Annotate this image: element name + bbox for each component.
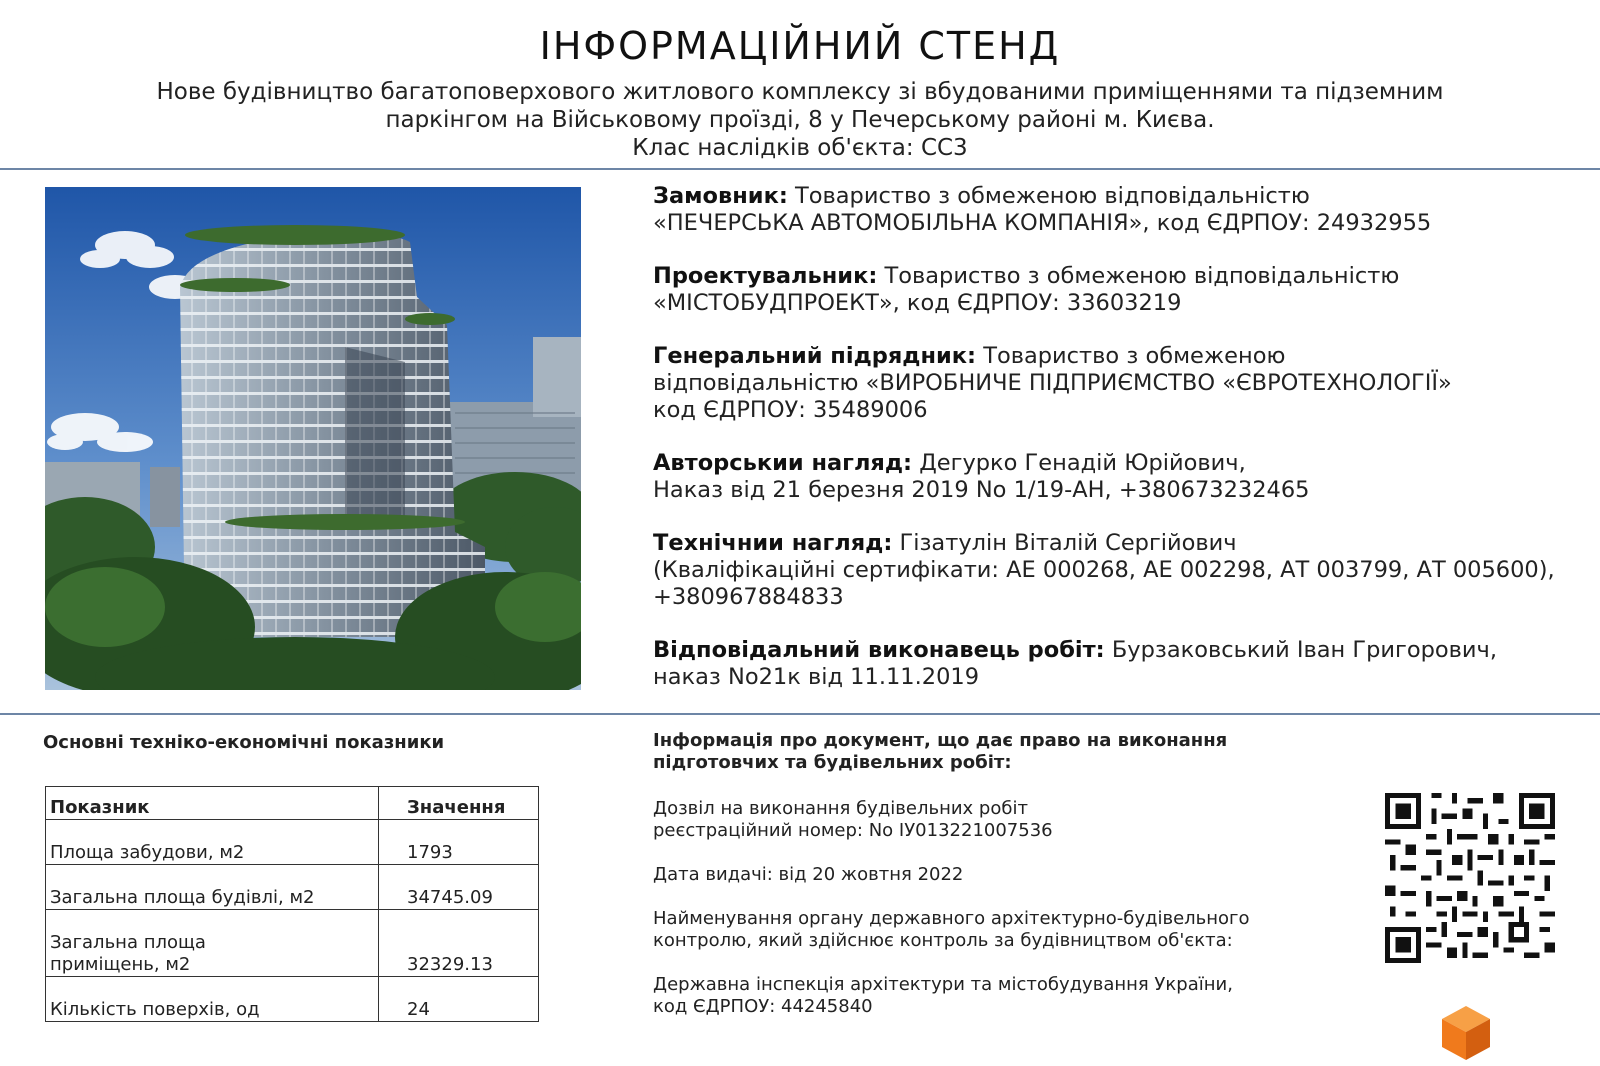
technical-supervision-block xyxy=(653,530,1593,611)
indicators-title: Основні техніко-економічні показники xyxy=(43,732,445,753)
technical-supervision-text: +380967884833 xyxy=(653,584,844,610)
inspection-line: код ЄДРПОУ: 44245840 xyxy=(653,996,873,1017)
general-contractor-text: Товариство з обмеженою xyxy=(983,343,1286,369)
customer-label: Замовник: xyxy=(653,183,788,209)
permit-number xyxy=(653,798,1373,842)
table-row xyxy=(46,977,539,1022)
designer-label: Проектувальник: xyxy=(653,263,878,289)
subtitle-line: паркінгом на Військовому проїзді, 8 у Печерському районі м. Києва. xyxy=(385,107,1215,133)
page-title: ІНФОРМАЦІЙНИЙ СТЕНД xyxy=(539,24,1061,68)
designer-text: «МІСТОБУДПРОЕКТ», код ЄДРПОУ: 33603219 xyxy=(653,290,1182,316)
indicator-name-line: Загальна площа xyxy=(50,932,206,953)
customer-text: Товариство з обмеженою відповідальністю xyxy=(795,183,1310,209)
divider-middle xyxy=(0,713,1600,715)
indicator-name xyxy=(46,910,379,977)
responsible-executor-label: Відповідальний виконавець робіт: xyxy=(653,637,1105,663)
general-contractor-label: Генеральний підрядник: xyxy=(653,343,977,369)
technical-supervision-label: Технічнии нагляд: xyxy=(653,530,893,556)
column-header-indicator: Показник xyxy=(46,787,379,820)
author-supervision-text: Дегурко Генадій Юрійович, xyxy=(919,450,1246,476)
table-row xyxy=(46,820,539,865)
author-supervision-text: Наказ від 21 березня 2019 No 1/19-АН, +380673232465 xyxy=(653,477,1310,503)
responsible-executor-block xyxy=(653,637,1593,691)
indicator-name-line: приміщень, м2 xyxy=(50,954,191,975)
qr-code-icon[interactable] xyxy=(1385,793,1555,963)
permit-line: реєстраційний номер: No ІУ013221007536 xyxy=(653,820,1053,841)
indicator-name: Площа забудови, м2 xyxy=(46,820,379,865)
table-row xyxy=(46,910,539,977)
subtitle-line: Нове будівництво багатоповерхового житлового комплексу зі вбудованими приміщеннями та підземним xyxy=(156,79,1444,105)
designer-block xyxy=(653,263,1593,317)
consequence-class: Клас наслідків об'єкта: СС3 xyxy=(632,135,968,161)
author-supervision-block xyxy=(653,450,1593,504)
table-header-row xyxy=(46,787,539,820)
permit-document-info xyxy=(653,730,1373,1040)
authority-line: Найменування органу державного архітектурно-будівельного xyxy=(653,908,1250,929)
issue-date: Дата видачі: від 20 жовтня 2022 xyxy=(653,864,964,885)
table-row xyxy=(46,865,539,910)
authority-line: контролю, який здійснює контроль за будівництвом об'єкта: xyxy=(653,930,1233,951)
indicator-name: Загальна площа будівлі, м2 xyxy=(46,865,379,910)
author-supervision-label: Авторськии нагляд: xyxy=(653,450,913,476)
indicator-value: 32329.13 xyxy=(379,910,539,977)
technical-supervision-text: (Кваліфікаційні сертифікати: АЕ 000268, АЕ 002298, АТ 003799, АТ 005600), xyxy=(653,557,1555,583)
control-authority-label xyxy=(653,908,1373,952)
cube-logo-icon xyxy=(1440,1004,1492,1062)
general-contractor-text: відповідальністю «ВИРОБНИЧЕ ПІДПРИЄМСТВО «ЄВРОТЕХНОЛОГІЇ» xyxy=(653,370,1452,396)
indicator-value: 24 xyxy=(379,977,539,1022)
divider-top xyxy=(0,168,1600,170)
indicators-table xyxy=(45,786,539,1022)
inspection-authority xyxy=(653,974,1373,1018)
technical-supervision-text: Гізатулін Віталій Сергійович xyxy=(899,530,1237,556)
general-contractor-block xyxy=(653,343,1593,424)
building-rendering-image xyxy=(45,187,581,690)
indicator-value: 1793 xyxy=(379,820,539,865)
permit-line: Дозвіл на виконання будівельних робіт xyxy=(653,798,1028,819)
participants-info xyxy=(653,183,1593,717)
responsible-executor-text: Бурзаковський Іван Григорович, xyxy=(1111,637,1498,663)
customer-block xyxy=(653,183,1593,237)
indicator-value: 34745.09 xyxy=(379,865,539,910)
permit-heading-line: підготовчих та будівельних робіт: xyxy=(653,752,1012,773)
customer-text: «ПЕЧЕРСЬКА АВТОМОБІЛЬНА КОМПАНІЯ», код ЄДРПОУ: 24932955 xyxy=(653,210,1432,236)
column-header-value: Значення xyxy=(379,787,539,820)
responsible-executor-text: наказ No21к від 11.11.2019 xyxy=(653,664,980,690)
permit-heading-line: Інформація про документ, що дає право на виконання xyxy=(653,730,1228,751)
permit-heading xyxy=(653,730,1373,774)
general-contractor-text: код ЄДРПОУ: 35489006 xyxy=(653,397,928,423)
indicator-name: Кількість поверхів, од xyxy=(46,977,379,1022)
inspection-line: Державна інспекція архітектури та містобудування України, xyxy=(653,974,1233,995)
project-description xyxy=(60,78,1540,162)
designer-text: Товариство з обмеженою відповідальністю xyxy=(884,263,1400,289)
